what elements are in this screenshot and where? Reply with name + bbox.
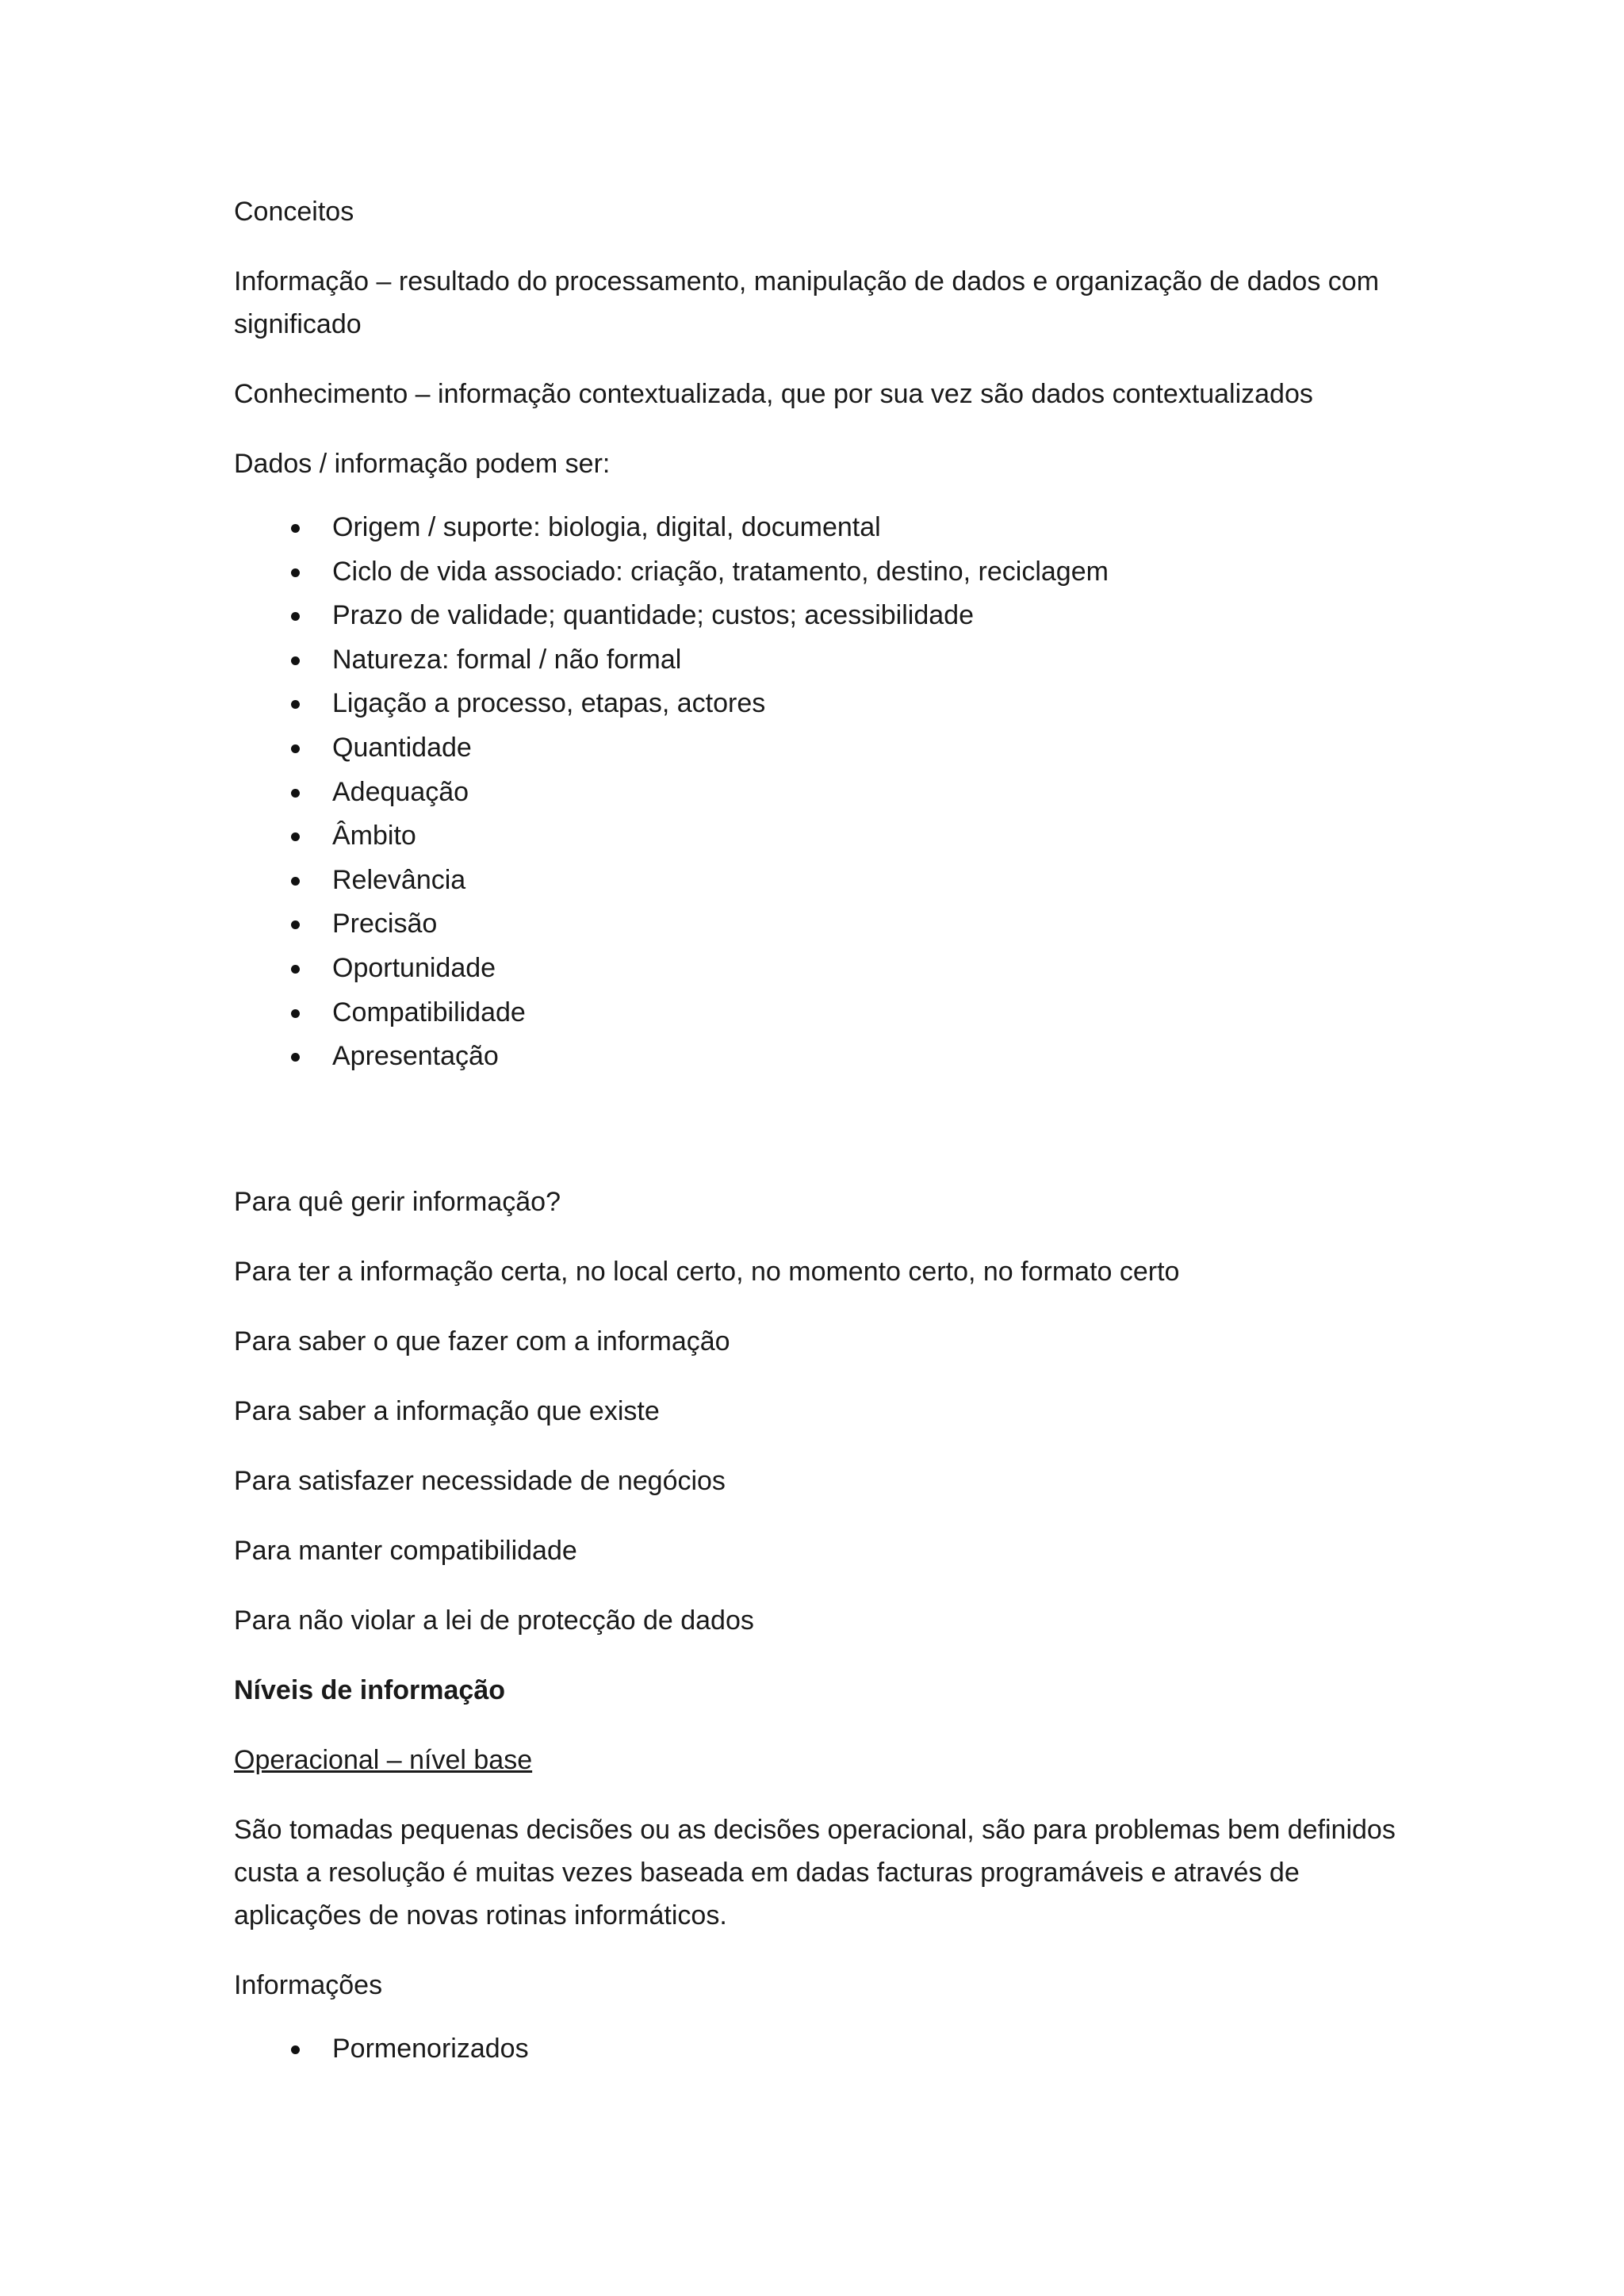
paragraph-reason: Para saber o que fazer com a informação <box>234 1326 730 1357</box>
list-item-text: Adequação <box>332 776 469 807</box>
bullet-icon <box>291 700 300 709</box>
list-item <box>234 594 1400 638</box>
list-item-text: Pormenorizados <box>332 2033 529 2064</box>
list-item-text: Ligação a processo, etapas, actores <box>332 688 766 719</box>
paragraph-reason: Para não violar a lei de protecção de dados <box>234 1605 754 1636</box>
section-heading-conceitos: Conceitos <box>234 197 354 227</box>
bullet-icon <box>291 1009 300 1018</box>
bullet-icon <box>291 1053 300 1062</box>
paragraph-reason: Para manter compatibilidade <box>234 1535 577 1566</box>
paragraph-question: Para quê gerir informação? <box>234 1186 561 1217</box>
list-item-text: Natureza: formal / não formal <box>332 644 682 675</box>
list-item <box>234 506 1400 550</box>
bullet-icon <box>291 656 300 665</box>
list-item-text: Origem / suporte: biologia, digital, documental <box>332 512 881 542</box>
paragraph-reason: Para ter a informação certa, no local certo, no momento certo, no formato certo <box>234 1256 1180 1287</box>
list-item-text: Ciclo de vida associado: criação, tratamento, destino, reciclagem <box>332 556 1109 587</box>
list-item <box>234 859 1400 903</box>
list-item <box>234 682 1400 726</box>
list-item-text: Apresentação <box>332 1041 499 1072</box>
bullet-icon <box>291 832 300 841</box>
section-heading-niveis: Níveis de informação <box>234 1674 506 1705</box>
bullet-icon <box>291 965 300 974</box>
paragraph-operacional: São tomadas pequenas decisões ou as decisões operacional, são para problemas bem definidos custa a resolução é muitas vezes baseada em dadas facturas programáveis e através de aplicações de novas rotinas informáticos. <box>234 1814 1396 1931</box>
list-item <box>234 550 1400 595</box>
list-item-text: Compatibilidade <box>332 997 526 1027</box>
list-item-text: Prazo de validade; quantidade; custos; acessibilidade <box>332 600 974 631</box>
list-item <box>234 771 1400 815</box>
list-item <box>234 726 1400 771</box>
bullet-icon <box>291 920 300 929</box>
paragraph-reason: Para satisfazer necessidade de negócios <box>234 1465 726 1496</box>
bullet-icon <box>291 877 300 886</box>
subheading-operacional: Operacional – nível base <box>234 1744 533 1775</box>
dados-bullet-list <box>234 506 1400 1079</box>
bullet-icon <box>291 524 300 533</box>
bullet-icon <box>291 789 300 798</box>
bullet-icon <box>291 612 300 621</box>
list-item <box>234 991 1400 1035</box>
paragraph-informacao: Informação – resultado do processamento, manipulação de dados e organização de dados com significado <box>234 266 1380 339</box>
informacoes-bullet-list <box>234 2027 1400 2072</box>
bullet-icon <box>291 2045 300 2054</box>
paragraph-conhecimento: Conhecimento – informação contextualizada, que por sua vez são dados contextualizados <box>234 379 1313 409</box>
list-item <box>234 2027 1400 2072</box>
list-item <box>234 902 1400 947</box>
list-item-text: Relevância <box>332 864 466 895</box>
list-item-text: Âmbito <box>332 821 416 851</box>
paragraph-dados-intro: Dados / informação podem ser: <box>234 449 611 479</box>
list-item-text: Precisão <box>332 909 438 939</box>
list-item <box>234 1035 1400 1079</box>
paragraph-reason: Para saber a informação que existe <box>234 1395 660 1426</box>
bullet-icon <box>291 568 300 577</box>
document-body <box>234 190 1400 2071</box>
list-item-text: Oportunidade <box>332 952 496 983</box>
bullet-icon <box>291 744 300 753</box>
paragraph-informacoes: Informações <box>234 1969 383 2000</box>
list-item <box>234 638 1400 683</box>
list-item <box>234 814 1400 859</box>
list-item <box>234 947 1400 991</box>
list-item-text: Quantidade <box>332 732 472 763</box>
